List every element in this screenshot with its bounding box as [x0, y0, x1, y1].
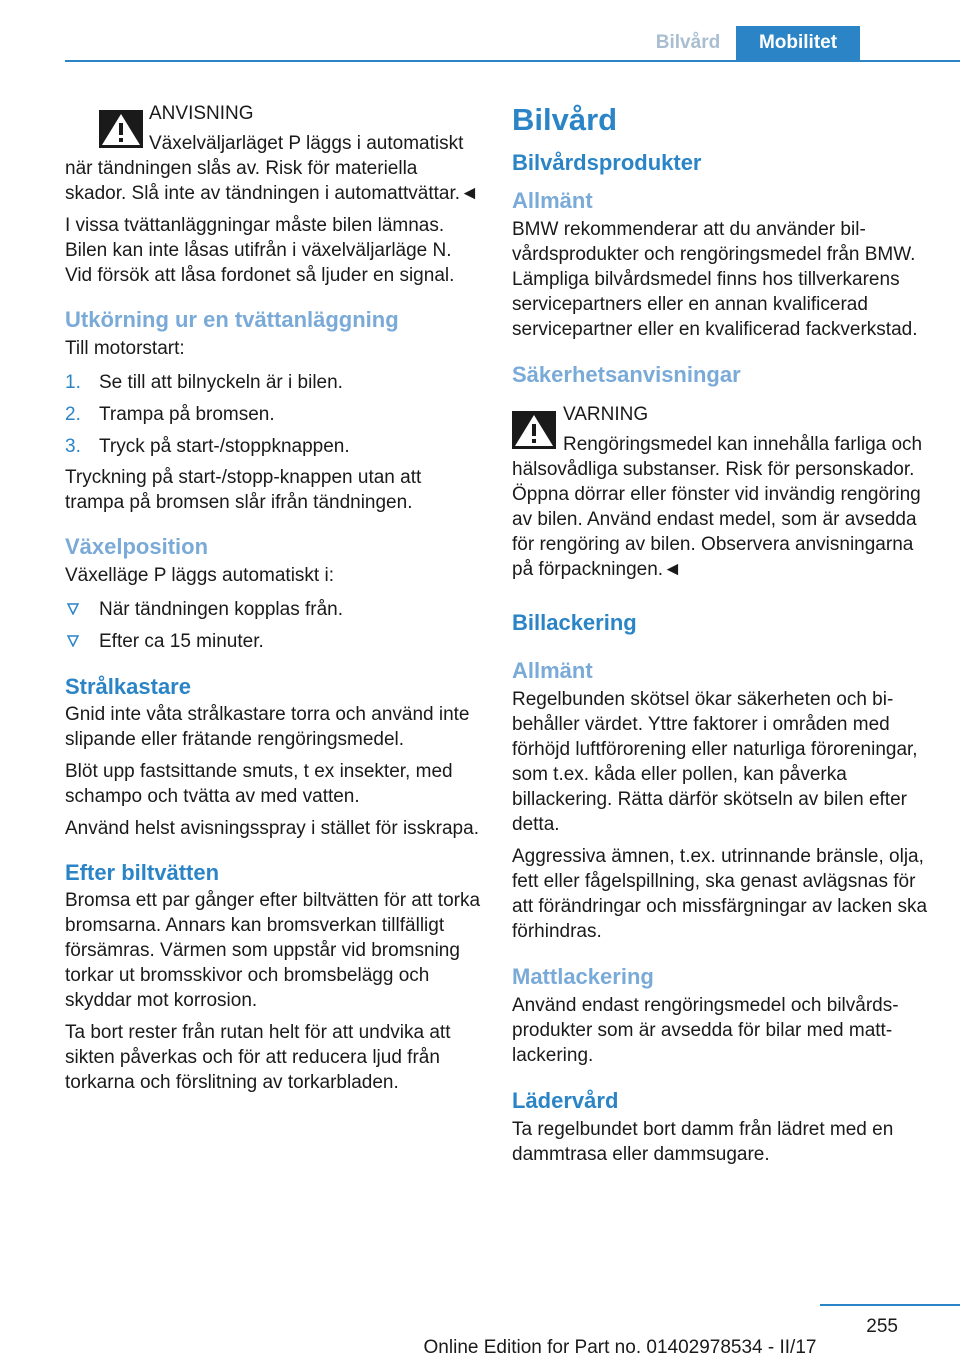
products-general-text: BMW rekommenderar att du använder bilvårdsprodukter och rengöringsmedel från BMW. Lämpliga bilvårdsmedel finns hos tillverkarens servicepartners eller en annan kvalificerad servicepartner eller en kvalificerad fackverkstad. [512, 219, 918, 340]
warning-title: VARNING [563, 404, 649, 425]
after-wash-p1: Bromsa ett par gånger efter biltvätten för att torka bromsarna. Annars kan bromsverkan tillfälligt försämras. Värmen som uppstår vid bromsning torkar ut bromsskivor och bromsbelägg och skyddar mot korrosion. [65, 890, 481, 1011]
bullet-triangle-icon [67, 635, 79, 647]
gear-bullets [65, 597, 483, 661]
tab-bilvard[interactable]: Bilvård [655, 32, 721, 53]
list-item: Efter ca 15 minuter. [65, 629, 483, 661]
warning-triangle-icon [99, 110, 143, 148]
notice-box [65, 101, 483, 206]
drive-out-heading: Utkörning ur en tvättanläggning [65, 307, 399, 332]
drive-out-steps [65, 370, 483, 466]
drive-out-after: Tryckning på start-/stopp-knappen utan att trampa på bromsen slår ifrån tändningen. [65, 467, 422, 513]
leather-heading: Lädervård [512, 1088, 619, 1113]
after-wash-heading: Efter biltvätten [65, 860, 220, 885]
matte-heading: Mattlackering [512, 964, 654, 989]
paint-general-heading: Allmänt [512, 658, 593, 683]
after-wash-p2: Ta bort rester från rutan helt för att undvika att sikten påverkas och för att reducera ljud från torkarna och förslitning av torkarbladen. [65, 1022, 451, 1093]
footer-rule [820, 1304, 960, 1306]
list-item: 2. Trampa på bromsen. [65, 404, 275, 425]
warning-text: Rengöringsmedel kan innehålla farliga och hälsovådliga substanser. Risk för personskador. Öppna dörrar eller fönster vid invändig rengöring av bilen. Använd endast medel, som är avsedda för rengöring av bilen. Observera anvisningarna på förpackningen.◄ [512, 434, 923, 580]
page-number: 255 [866, 1316, 898, 1337]
intro-paragraph: I vissa tvättanläggningar måste bilen lämnas. Bilen kan inte låsas utifrån i växelväljarläge N. Vid försök att låsa fordonet så ljuder en signal. [65, 215, 455, 286]
headlights-p2: Blöt upp fastsittande smuts, t ex insekter, med schampo och tvätta av med vatten. [65, 761, 453, 807]
edition-note: Online Edition for Part no. 01402978534 - II/17 [423, 1337, 817, 1358]
products-general-heading: Allmänt [512, 188, 593, 213]
right-column [512, 101, 932, 1174]
list-item: 3. Tryck på start-/stoppknappen. [65, 436, 350, 457]
gear-lead: Växelläge P läggs automatiskt i: [65, 565, 334, 586]
headlights-p1: Gnid inte våta strålkastare torra och använd inte slipande eller frätande rengöringsmedel. [65, 704, 470, 750]
gear-heading: Växelposition [65, 534, 209, 559]
bullet-triangle-icon [67, 603, 79, 615]
paint-p2: Aggressiva ämnen, t.ex. utrinnande bränsle, olja, fett eller fågelspillning, ska genast avlägsnas för att förändringar och missfärgningar av lacken ska förhindras. [512, 846, 928, 942]
paint-heading: Billackering [512, 610, 637, 635]
chapter-title: Bilvård [512, 102, 618, 137]
matte-text: Använd endast rengöringsmedel och bilvårdsprodukter som är avsedda för bilar med mattlackering. [512, 995, 899, 1066]
products-heading: Bilvårdsprodukter [512, 150, 702, 175]
notice-text: Växelväljarläget P läggs i automatiskt när tändningen slås av. Risk för materiella skador. Slå inte av tändningen i automattvättar.◄ [65, 133, 479, 204]
headlights-heading: Strålkastare [65, 674, 191, 699]
leather-text: Ta regelbundet bort damm från lädret med en dammtrasa eller dammsugare. [512, 1119, 894, 1165]
notice-title: ANVISNING [149, 103, 254, 124]
header-rule [65, 60, 960, 62]
headlights-p3: Använd helst avisningsspray i stället för isskrapa. [65, 818, 479, 839]
left-column [65, 101, 483, 1102]
paint-p1: Regelbunden skötsel ökar säkerheten och bibehåller värdet. Yttre faktorer i områden med förhöjd luftförorening eller naturliga föroreningar, som t.ex. kåda eller pollen, kan påverka billackering. Rätta därför skötseln av bilen efter detta. [512, 689, 918, 835]
list-item: När tändningen kopplas från. [65, 597, 483, 629]
warning-triangle-icon [512, 411, 556, 449]
safety-heading: Säkerhetsanvisningar [512, 362, 741, 387]
list-item: 1. Se till att bilnyckeln är i bilen. [65, 372, 343, 393]
tab-mobilitet[interactable]: Mobilitet [736, 26, 860, 60]
warning-box [512, 402, 932, 582]
drive-out-lead: Till motorstart: [65, 338, 185, 359]
